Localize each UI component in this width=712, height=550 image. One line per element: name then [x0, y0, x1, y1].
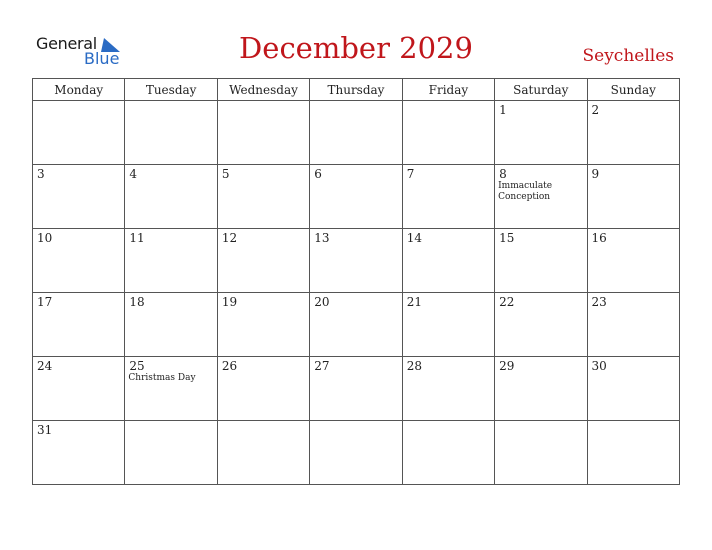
day-cell: [125, 101, 217, 165]
weekday-header: Tuesday: [125, 79, 217, 101]
day-number: 2: [591, 103, 600, 117]
day-number: 26: [221, 359, 238, 373]
day-cell: [310, 101, 402, 165]
day-cell: [33, 357, 125, 421]
day-cell: [587, 357, 679, 421]
day-cell: [495, 165, 587, 229]
weekday-header: Thursday: [310, 79, 402, 101]
day-cell: [125, 293, 217, 357]
week-row: [33, 421, 680, 485]
day-number: [403, 421, 494, 423]
day-cell: [217, 101, 309, 165]
day-number: 8: [499, 167, 507, 181]
day-cell: [125, 357, 217, 421]
day-cell: [217, 229, 309, 293]
day-number: [310, 421, 401, 423]
weekday-header: Saturday: [495, 79, 587, 101]
day-number: 10: [37, 231, 53, 245]
day-cell: [310, 421, 402, 485]
day-cell: [217, 357, 309, 421]
day-number: 25: [129, 359, 145, 373]
calendar-grid: [32, 78, 680, 485]
logo-text-general: General: [36, 34, 97, 53]
day-cell: [33, 421, 125, 485]
day-number: 3: [37, 167, 45, 181]
day-cell: [587, 293, 679, 357]
day-number: 9: [591, 167, 600, 181]
day-number: 30: [591, 359, 607, 373]
day-cell: [310, 165, 402, 229]
day-number: 5: [221, 167, 230, 181]
day-number: 14: [406, 231, 422, 245]
day-number: [218, 101, 309, 103]
weekday-header: Sunday: [587, 79, 679, 101]
day-cell: [402, 101, 494, 165]
day-cell: [402, 165, 494, 229]
day-cell: [217, 421, 309, 485]
day-cell: [310, 293, 402, 357]
day-number: 12: [221, 231, 238, 245]
day-cell: [495, 357, 587, 421]
day-cell: [217, 165, 309, 229]
day-cell: [587, 229, 679, 293]
day-number: 17: [37, 295, 53, 309]
country-name: Seychelles: [582, 46, 674, 66]
day-cell: [33, 229, 125, 293]
week-row: [33, 357, 680, 421]
day-number: 27: [314, 359, 330, 373]
logo-text-blue: Blue: [84, 49, 120, 68]
holiday-label: Immaculate Conception: [498, 181, 553, 202]
day-number: 16: [591, 231, 607, 245]
day-cell: [33, 101, 125, 165]
day-cell: [33, 293, 125, 357]
weekday-header: Monday: [33, 79, 125, 101]
day-cell: [495, 229, 587, 293]
day-cell: [402, 421, 494, 485]
holiday-label: Christmas Day: [128, 373, 196, 383]
day-cell: [402, 229, 494, 293]
day-cell: [587, 421, 679, 485]
day-cell: [33, 165, 125, 229]
day-cell: [125, 229, 217, 293]
week-row: [33, 101, 680, 165]
day-cell: [310, 229, 402, 293]
week-row: [33, 229, 680, 293]
day-number: 18: [129, 295, 145, 309]
weekday-header: Friday: [402, 79, 494, 101]
day-cell: [125, 421, 217, 485]
day-number: [33, 101, 124, 103]
day-number: [310, 101, 401, 103]
day-cell: [587, 165, 679, 229]
day-number: 31: [37, 423, 53, 437]
calendar-title: December 2029: [239, 31, 473, 65]
day-number: 15: [499, 231, 515, 245]
weekday-header-row: [33, 79, 680, 101]
day-cell: [402, 293, 494, 357]
day-cell: [495, 101, 587, 165]
day-number: 20: [314, 295, 330, 309]
day-number: 23: [591, 295, 607, 309]
day-cell: [125, 165, 217, 229]
day-cell: [495, 421, 587, 485]
day-number: [125, 421, 216, 423]
day-cell: [587, 101, 679, 165]
day-number: [218, 421, 309, 423]
day-number: 6: [314, 167, 322, 181]
day-number: [403, 101, 494, 103]
day-cell: [495, 293, 587, 357]
day-number: 19: [221, 295, 238, 309]
day-number: 11: [129, 231, 145, 245]
day-cell: [310, 357, 402, 421]
week-row: [33, 165, 680, 229]
day-cell: [217, 293, 309, 357]
day-number: 21: [406, 295, 422, 309]
day-number: [588, 421, 679, 423]
day-number: 7: [406, 167, 415, 181]
week-row: [33, 293, 680, 357]
calendar-body: [33, 101, 680, 485]
day-number: 24: [37, 359, 53, 373]
day-number: [495, 421, 586, 423]
day-number: 13: [314, 231, 330, 245]
day-number: 22: [499, 295, 515, 309]
day-number: [125, 101, 216, 103]
day-number: 1: [499, 103, 507, 117]
day-number: 28: [406, 359, 422, 373]
day-number: 4: [129, 167, 138, 181]
day-number: 29: [499, 359, 515, 373]
weekday-header: Wednesday: [217, 79, 309, 101]
day-cell: [402, 357, 494, 421]
